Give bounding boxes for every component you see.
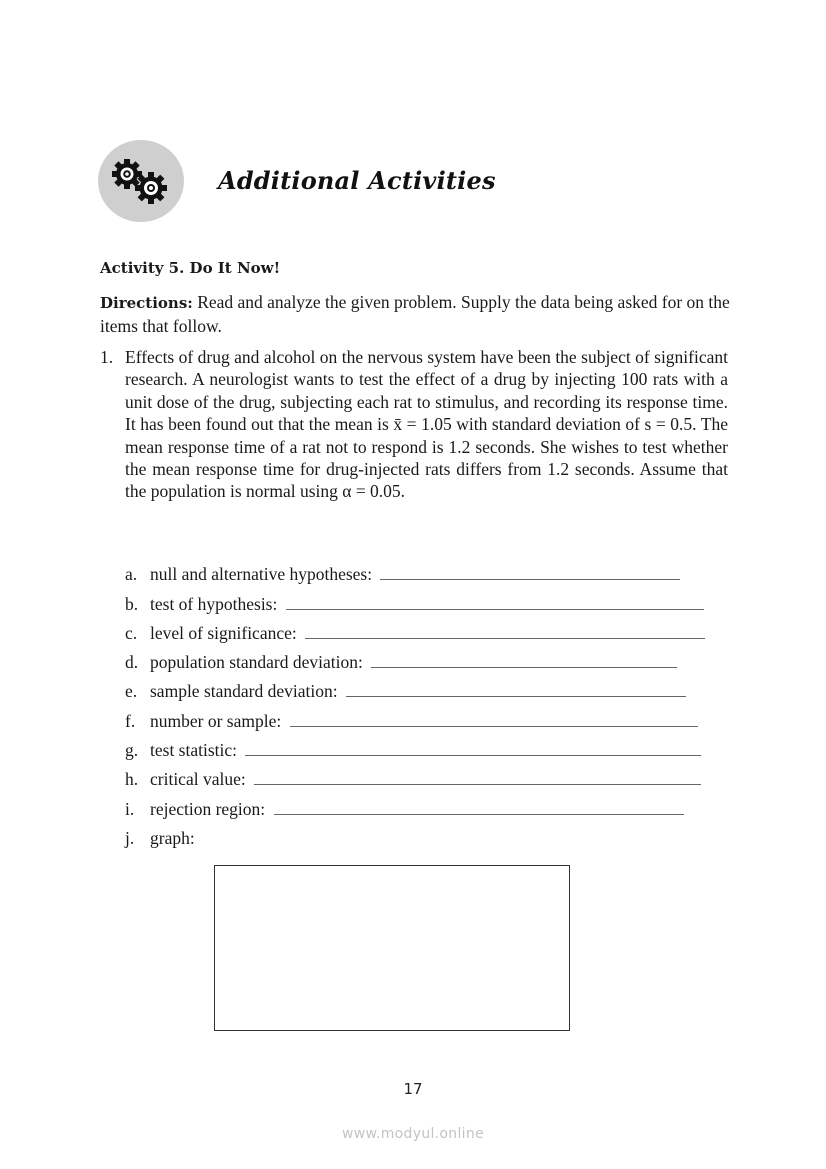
graph-answer-box[interactable] bbox=[214, 865, 570, 1031]
item-number-of-sample bbox=[125, 702, 725, 731]
problem-number: 1. bbox=[100, 347, 114, 367]
item-letter: i. bbox=[125, 798, 135, 819]
item-letter: h. bbox=[125, 769, 139, 790]
item-label: sample standard deviation: bbox=[150, 681, 342, 702]
item-letter: j. bbox=[125, 827, 135, 848]
answer-blank[interactable] bbox=[305, 624, 705, 639]
item-label: test of hypothesis: bbox=[150, 593, 282, 614]
problem-1 bbox=[100, 346, 728, 503]
answer-blank[interactable] bbox=[346, 682, 686, 697]
answer-blank[interactable] bbox=[290, 712, 698, 727]
item-label: level of significance: bbox=[150, 622, 302, 643]
directions bbox=[100, 291, 730, 338]
item-letter: g. bbox=[125, 740, 139, 761]
answer-blank[interactable] bbox=[245, 741, 701, 756]
item-label: test statistic: bbox=[150, 740, 242, 761]
answer-blank[interactable] bbox=[274, 800, 684, 815]
answer-blank[interactable] bbox=[371, 653, 677, 668]
item-label: null and alternative hypotheses: bbox=[150, 564, 377, 585]
item-null-alternative-hypotheses bbox=[125, 556, 725, 585]
item-letter: f. bbox=[125, 710, 136, 731]
answer-blank[interactable] bbox=[286, 595, 704, 610]
section-title: Additional Activities bbox=[218, 166, 496, 195]
item-sample-standard-deviation bbox=[125, 673, 725, 702]
item-level-of-significance bbox=[125, 615, 725, 644]
page-number: 17 bbox=[403, 1080, 423, 1098]
answer-blank[interactable] bbox=[254, 770, 701, 785]
activity-title: Activity 5. Do It Now! bbox=[100, 259, 281, 277]
item-letter: c. bbox=[125, 622, 138, 643]
gears-icon-badge bbox=[98, 140, 184, 222]
item-letter: e. bbox=[125, 681, 138, 702]
item-rejection-region bbox=[125, 790, 725, 819]
answer-items bbox=[125, 556, 725, 849]
item-label: critical value: bbox=[150, 769, 251, 790]
item-label: graph: bbox=[150, 827, 195, 848]
item-graph bbox=[125, 820, 725, 849]
item-population-standard-deviation bbox=[125, 644, 725, 673]
item-test-of-hypothesis bbox=[125, 585, 725, 614]
item-label: population standard deviation: bbox=[150, 652, 368, 673]
item-label: rejection region: bbox=[150, 798, 270, 819]
item-letter: a. bbox=[125, 564, 138, 585]
item-test-statistic bbox=[125, 732, 725, 761]
item-letter: d. bbox=[125, 652, 139, 673]
watermark: www.modyul.online bbox=[342, 1126, 484, 1142]
gears-icon bbox=[98, 140, 184, 222]
problem-text: Effects of drug and alcohol on the nervous system have been the subject of significant research. A neurologist wants to test the effect of a drug by injecting 100 rats with a unit dose of the drug, subjecting each rat to stimulus, and recording its response time. It has been found out that the mean is x̄ = 1.05 with standard deviation of s = 0.5. The mean response time of a rat not to respond is 1.2 seconds. She wishes to test whether the mean response time for drug-injected rats differs from 1.2 seconds. Assume that the population is normal using α = 0.05. bbox=[125, 347, 728, 502]
item-label: number or sample: bbox=[150, 710, 286, 731]
directions-label: Directions: bbox=[100, 294, 193, 312]
answer-blank[interactable] bbox=[380, 565, 680, 580]
item-critical-value bbox=[125, 761, 725, 790]
item-letter: b. bbox=[125, 593, 139, 614]
directions-text: Read and analyze the given problem. Supply the data being asked for on the items that follow. bbox=[100, 292, 730, 336]
